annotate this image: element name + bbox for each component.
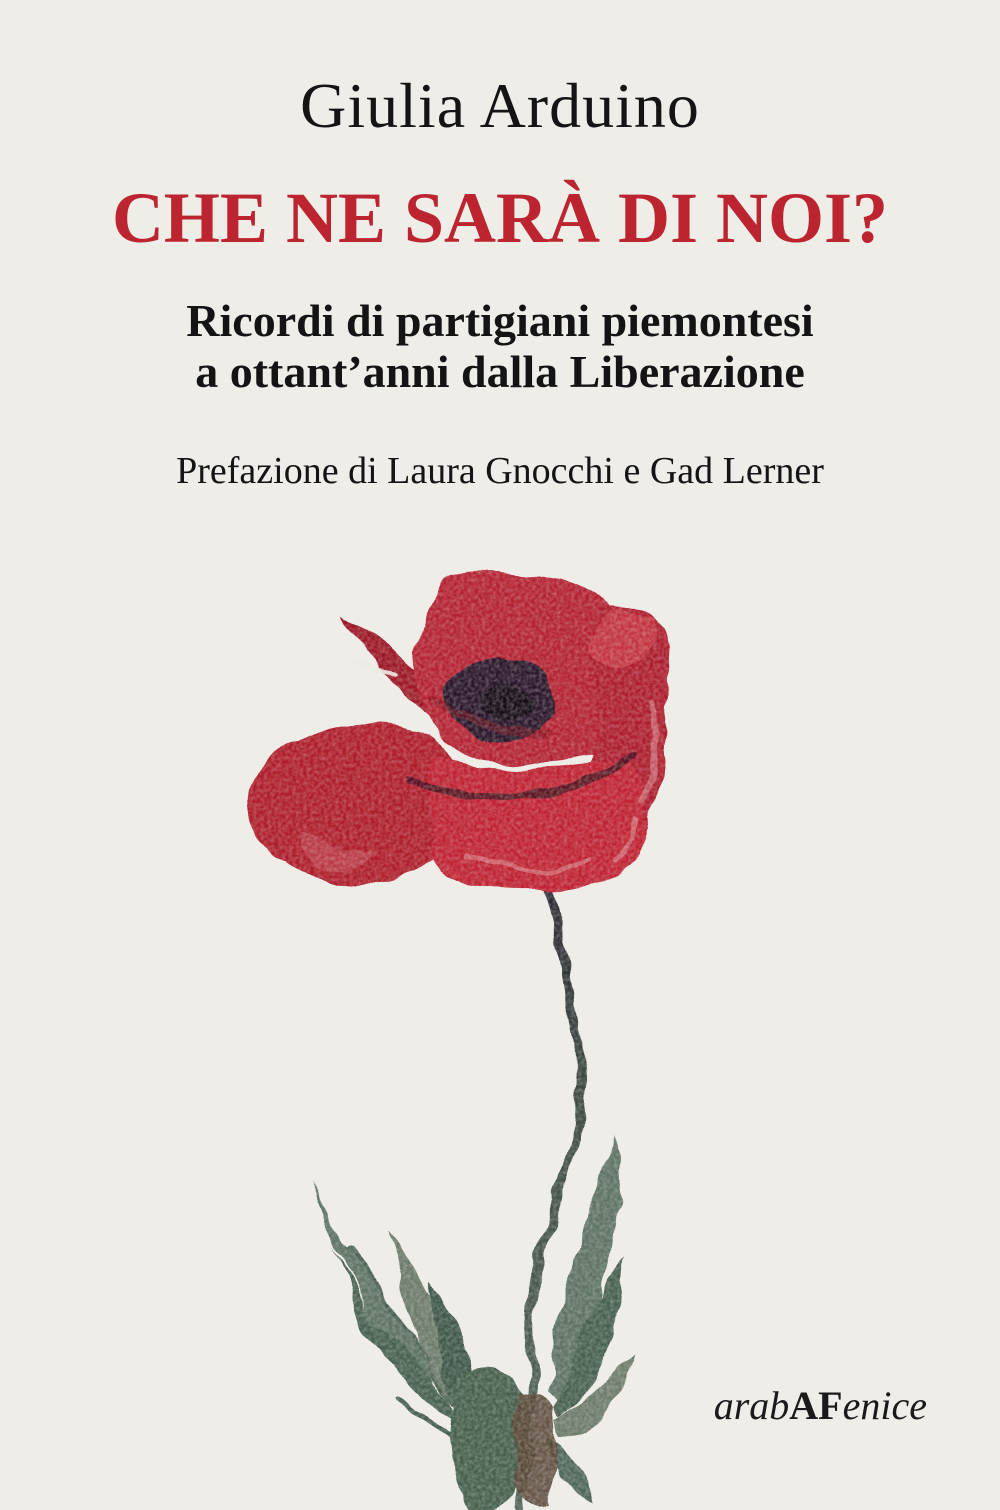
publisher-logo xyxy=(713,1383,927,1428)
poppy-leaves xyxy=(313,1133,634,1510)
subtitle-line-2: a ottant’anni dalla Liberazione xyxy=(195,345,805,397)
poppy-petals xyxy=(249,570,670,894)
book-title: CHE NE SARÀ DI NOI? xyxy=(111,178,889,258)
book-subtitle xyxy=(0,296,1000,397)
preface-credit: Prefazione di Laura Gnocchi e Gad Lerner xyxy=(176,450,824,492)
subtitle-line-1: Ricordi di partigiani piemontesi xyxy=(186,295,814,346)
publisher-logo-suffix: enice xyxy=(842,1383,927,1428)
publisher-logo-prefix: arab xyxy=(713,1383,790,1428)
author-name: Giulia Arduino xyxy=(300,70,700,141)
publisher-logo-caps: AF xyxy=(789,1383,843,1428)
